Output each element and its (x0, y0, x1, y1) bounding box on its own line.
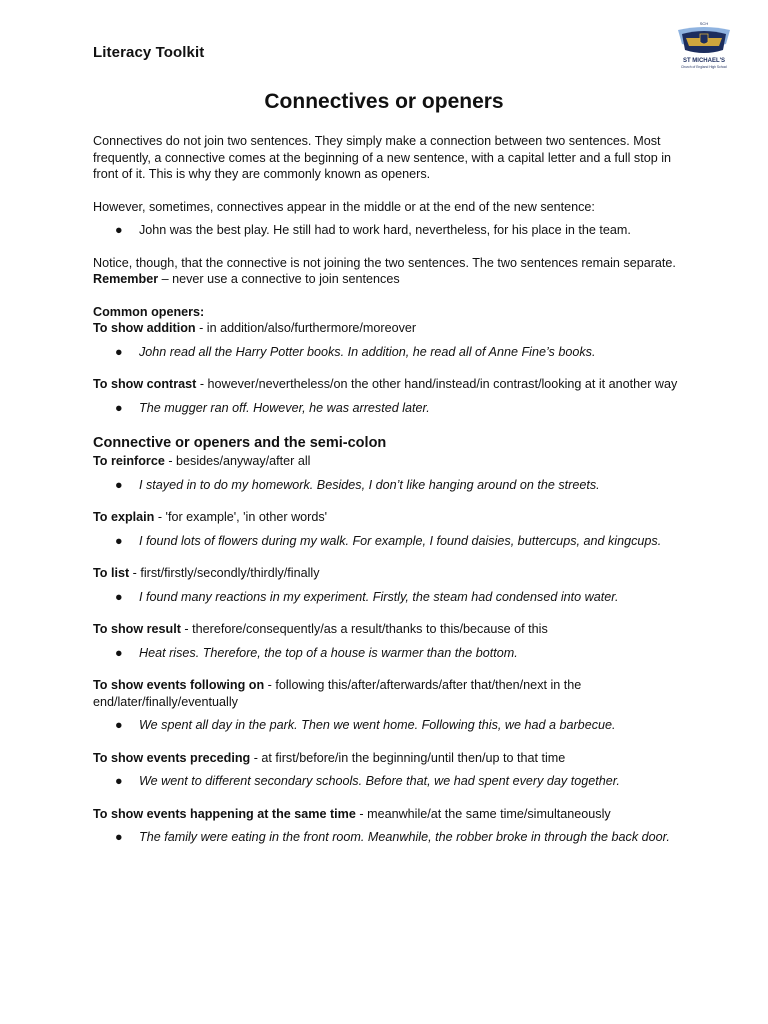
example-list (93, 344, 683, 361)
list-item (93, 222, 683, 239)
group-label: To show events following on (93, 678, 265, 692)
example-list (93, 533, 683, 550)
bullet-icon: ● (115, 533, 123, 548)
list-item (93, 477, 683, 494)
group-heading (93, 565, 683, 582)
list-item (93, 829, 683, 846)
semicolon-heading: Connective or openers and the semi-colon (93, 435, 387, 451)
intro-paragraph-3: Notice, though, that the connective is not joining the two sentences. The two sentences remain separate. (93, 255, 676, 270)
bullet-icon: ● (115, 589, 123, 604)
group-heading (93, 750, 683, 767)
group-heading (93, 376, 683, 393)
bullet-icon: ● (115, 718, 123, 732)
list-item (93, 589, 683, 606)
group-label: To show events happening at the same time (93, 806, 356, 821)
group-words: - in addition/also/furthermore/moreover (195, 321, 417, 335)
group-label: To explain (93, 510, 155, 524)
group-label: To list (93, 566, 130, 580)
group-words: - at first/before/in the beginning/until then/up to that time (250, 750, 566, 765)
example-text: The mugger ran off. However, he was arrested later. (139, 400, 430, 415)
bullet-icon: ● (115, 830, 123, 844)
group-heading (93, 320, 683, 337)
page-title: Connectives or openers (264, 90, 504, 113)
example-list (93, 589, 683, 606)
group-words: - therefore/consequently/as a result/thanks to this/because of this (180, 622, 548, 636)
example-text: The family were eating in the front room. Meanwhile, the robber broke in through the back door. (139, 830, 670, 844)
group-heading (93, 453, 683, 470)
example-text: I found many reactions in my experiment. Firstly, the steam had condensed into water. (139, 589, 619, 604)
list-item (93, 773, 683, 790)
example-list (93, 400, 683, 417)
group-label: To show result (93, 622, 181, 636)
bullet-text: John was the best play. He still had to work hard, nevertheless, for his place in the team. (139, 223, 631, 237)
example-text: We spent all day in the park. Then we went home. Following this, we had a barbecue. (139, 718, 616, 732)
logo-top-text: SCH (699, 21, 709, 26)
list-item (93, 717, 683, 734)
bullet-icon: ● (115, 477, 123, 492)
intro-paragraph-2: However, sometimes, connectives appear in the middle or at the end of the new sentence: (93, 199, 595, 214)
bullet-icon: ● (115, 645, 123, 660)
group-heading (93, 677, 683, 710)
remember-text: – never use a connective to join sentences (158, 272, 400, 286)
group-words: - following this/after/afterwards/after that/then/next in the end/later/finally/eventually (93, 678, 582, 709)
list-item (93, 645, 683, 662)
group-words: - meanwhile/at the same time/simultaneously (355, 806, 611, 821)
group-words: - 'for example', 'in other words' (154, 510, 328, 524)
example-text: John read all the Harry Potter books. In addition, he read all of Anne Fine’s books. (139, 344, 596, 359)
group-heading (93, 509, 683, 526)
group-words: - however/nevertheless/on the other hand/instead/in contrast/looking at it another way (196, 377, 678, 391)
group-heading (93, 621, 683, 638)
group-label: To show addition (93, 321, 196, 335)
group-label: To show events preceding (93, 750, 251, 765)
example-text: I found lots of flowers during my walk. For example, I found daisies, buttercups, and kingcups. (139, 533, 662, 548)
example-list (93, 717, 683, 734)
document-body (93, 133, 683, 862)
example-list (93, 645, 683, 662)
school-logo (666, 20, 742, 72)
intro-bullet-list (93, 222, 683, 239)
group-heading (93, 806, 683, 823)
example-list (93, 829, 683, 846)
example-text: I stayed in to do my homework. Besides, I don’t like hanging around on the streets. (139, 477, 600, 492)
list-item (93, 344, 683, 361)
example-list (93, 477, 683, 494)
example-list (93, 773, 683, 790)
group-words: - first/firstly/secondly/thirdly/finally (129, 566, 320, 580)
bullet-icon: ● (115, 400, 123, 415)
list-item (93, 533, 683, 550)
remember-label: Remember (93, 272, 159, 286)
list-item (93, 400, 683, 417)
bullet-icon: ● (115, 774, 123, 788)
group-label: To show contrast (93, 377, 197, 391)
toolkit-label: Literacy Toolkit (93, 44, 205, 61)
remember-line (93, 271, 683, 288)
logo-subtext: Church of England High School (680, 65, 728, 69)
example-text: Heat rises. Therefore, the top of a house is warmer than the bottom. (139, 645, 518, 660)
bullet-icon: ● (115, 344, 123, 359)
group-words: - besides/anyway/after all (164, 454, 311, 468)
group-label: To reinforce (93, 454, 165, 468)
example-text: We went to different secondary schools. Before that, we had spent every day together. (139, 774, 620, 788)
logo-name-text: ST MICHAEL'S (682, 58, 726, 64)
bullet-icon: ● (115, 223, 123, 237)
common-openers-heading: Common openers: (93, 304, 205, 319)
intro-paragraph-1: Connectives do not join two sentences. They simply make a connection between two sentences. Most frequently, a connective comes at the beginning of a new sentence, with a capital letter and a full stop in front of it. This is why they are commonly known as openers. (93, 134, 672, 181)
